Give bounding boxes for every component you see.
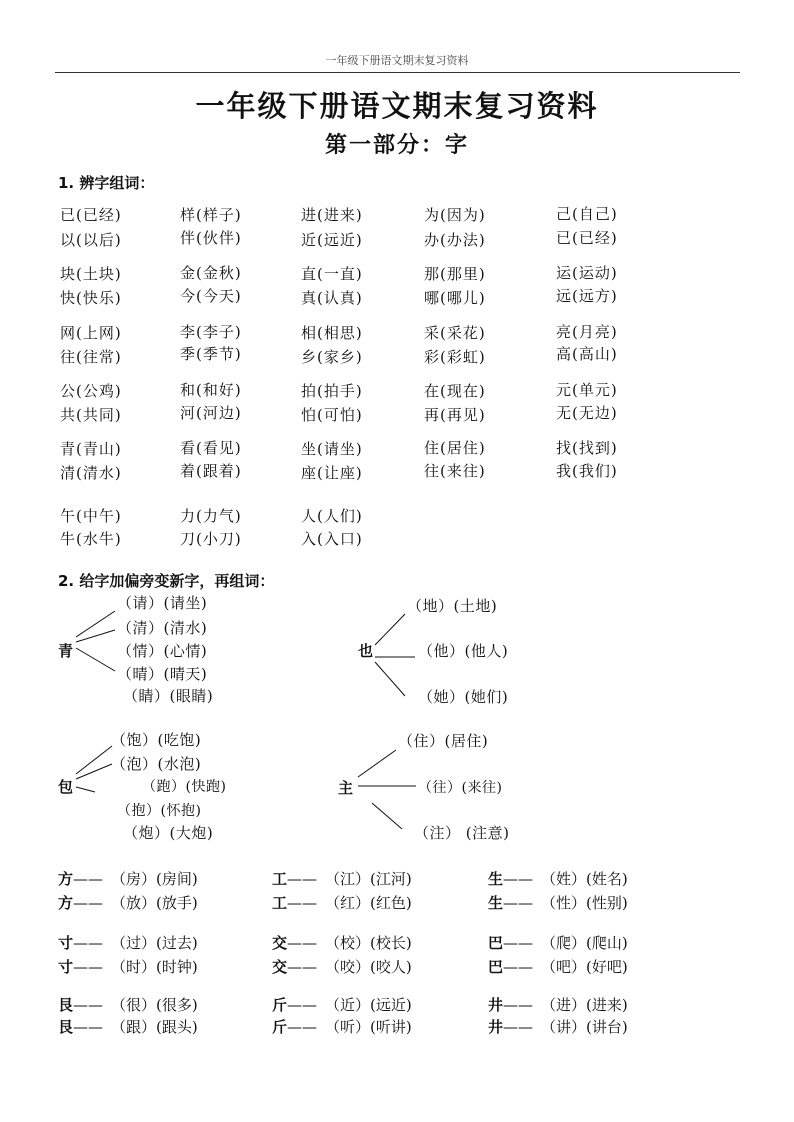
word-pair-item: 采(采花): [424, 324, 486, 342]
tree-branch-item: （住）(居住): [398, 732, 489, 750]
tree-branch-item: （他）(他人): [418, 642, 509, 660]
word-pair-item: 季(季节): [180, 345, 242, 363]
word-pair-item: 看(看见): [180, 439, 242, 457]
word-pair-item: 今(今天): [180, 287, 242, 305]
pair-root: 井: [488, 1018, 504, 1036]
word-pair-item: 为(因为): [424, 206, 486, 224]
word-pair-item: 运(运动): [556, 264, 618, 282]
radical-pair: 艮—— （跟）(跟头): [58, 1018, 198, 1036]
section2-heading: 2. 给字加偏旁变新字，再组词：: [58, 572, 275, 590]
radical-pair: 巴—— （爬）(爬山): [488, 934, 628, 952]
tree-root-char: 主: [338, 779, 354, 797]
pair-root: 艮: [58, 996, 74, 1014]
word-pair-item: 拍(拍手): [301, 382, 363, 400]
pair-root: 生: [488, 870, 504, 888]
word-pair-item: 已(已经): [556, 229, 618, 247]
pair-root: 工: [272, 894, 288, 912]
word-pair-item: 力(力气): [180, 507, 242, 525]
word-pair-item: 青(青山): [60, 440, 122, 458]
word-pair-item: 座(让座): [301, 464, 363, 482]
word-pair-item: 住(居住): [424, 439, 486, 457]
radical-pair: 巴—— （吧）(好吧): [488, 958, 628, 976]
word-pair-item: 样(样子): [180, 206, 242, 224]
word-pair-item: 相(相思): [301, 324, 363, 342]
word-pair-item: 近(远近): [301, 231, 363, 249]
word-pair-item: 无(无边): [556, 404, 618, 422]
tree-root-char: 也: [358, 642, 374, 660]
pair-root: 斤: [272, 1018, 288, 1036]
word-pair-item: 网(上网): [60, 324, 122, 342]
pair-root: 方: [58, 894, 74, 912]
word-pair-item: 块(土块): [60, 265, 122, 283]
word-pair-item: 和(和好): [180, 381, 242, 399]
pair-root: 方: [58, 870, 74, 888]
word-pair-item: 已(已经): [60, 206, 122, 224]
pair-root: 艮: [58, 1018, 74, 1036]
pair-root: 交: [272, 934, 288, 952]
pair-root: 巴: [488, 934, 504, 952]
word-pair-item: 哪(哪儿): [424, 289, 486, 307]
word-pair-item: 着(跟着): [180, 462, 242, 480]
tree-branch-item: （睛）(眼睛): [123, 687, 214, 705]
radical-pair: 井—— （进）(进来): [488, 996, 628, 1014]
word-pair-item: 刀(小刀): [180, 530, 242, 548]
tree-branch-item: （炮）(大炮): [123, 824, 214, 842]
tree-branch-item: （跑）(快跑): [142, 779, 227, 795]
radical-pair: 生—— （姓）(姓名): [488, 870, 628, 888]
tree-branch-item: （她）(她们): [418, 688, 509, 706]
word-pair-item: 坐(请坐): [301, 440, 363, 458]
word-pair-item: 高(高山): [556, 345, 618, 363]
word-pair-item: 那(那里): [424, 265, 486, 283]
word-pair-item: 往(来往): [424, 462, 486, 480]
radical-pair: 工—— （红）(红色): [272, 894, 412, 912]
tree-branch-item: （晴）(晴天): [117, 665, 208, 683]
tree-branch-item: （清）(清水): [117, 619, 208, 637]
radical-pair: 工—— （江）(江河): [272, 870, 412, 888]
radical-pair: 交—— （校）(校长): [272, 934, 412, 952]
radical-pair: 艮—— （很）(很多): [58, 996, 198, 1014]
tree-branch-item: （注） (注意): [414, 824, 510, 842]
radical-pair: 方—— （放）(放手): [58, 894, 198, 912]
word-pair-item: 入(入口): [301, 530, 363, 548]
word-pair-item: 我(我们): [556, 462, 618, 480]
tree-branch-item: （饱）(吃饱): [111, 731, 202, 749]
word-pair-item: 清(清水): [60, 464, 122, 482]
pair-root: 寸: [58, 934, 74, 952]
word-pair-item: 李(李子): [180, 323, 242, 341]
page-title: 一年级下册语文期末复习资料: [195, 89, 599, 123]
word-pair-item: 午(中午): [60, 507, 122, 525]
pair-root: 工: [272, 870, 288, 888]
pair-root: 斤: [272, 996, 288, 1014]
word-pair-item: 牛(水牛): [60, 530, 122, 548]
word-pair-item: 真(认真): [301, 289, 363, 307]
word-pair-item: 以(以后): [60, 231, 122, 249]
radical-pair: 斤—— （近）(远近): [272, 996, 412, 1014]
word-pair-item: 伴(伙伴): [180, 229, 242, 247]
word-pair-item: 乡(家乡): [301, 348, 363, 366]
running-header: 一年级下册语文期末复习资料: [325, 54, 469, 67]
radical-pair: 井—— （讲）(讲台): [488, 1018, 628, 1036]
word-pair-item: 找(找到): [556, 439, 618, 457]
word-pair-item: 办(办法): [424, 231, 486, 249]
word-pair-item: 己(自己): [556, 205, 618, 223]
tree-branch-item: （地）(土地): [407, 597, 498, 615]
pair-root: 巴: [488, 958, 504, 976]
radical-pair: 方—— （房）(房间): [58, 870, 198, 888]
pair-root: 寸: [58, 958, 74, 976]
radical-pair: 寸—— （时）(时钟): [58, 958, 198, 976]
word-pair-item: 远(远方): [556, 287, 618, 305]
word-pair-item: 金(金秋): [180, 264, 242, 282]
radical-pair: 交—— （咬）(咬人): [272, 958, 412, 976]
section1-heading: 1. 辨字组词：: [58, 174, 155, 192]
word-pair-item: 怕(可怕): [301, 406, 363, 424]
word-pair-item: 在(现在): [424, 382, 486, 400]
word-pair-item: 公(公鸡): [60, 382, 122, 400]
tree-root-char: 包: [58, 778, 74, 796]
radical-pair: 寸—— （过）(过去): [58, 934, 198, 952]
word-pair-item: 亮(月亮): [556, 323, 618, 341]
tree-root-char: 青: [58, 642, 74, 660]
tree-branch-item: （请）(请坐): [117, 594, 208, 612]
tree-branch-item: （抱）(怀抱): [117, 803, 202, 819]
word-pair-item: 往(往常): [60, 348, 122, 366]
word-pair-item: 彩(彩虹): [424, 348, 486, 366]
word-pair-item: 快(快乐): [60, 289, 122, 307]
page-subtitle: 第一部分：字: [324, 132, 469, 158]
word-pair-item: 河(河边): [180, 404, 242, 422]
word-pair-item: 再(再见): [424, 406, 486, 424]
word-pair-item: 进(进来): [301, 206, 363, 224]
pair-root: 井: [488, 996, 504, 1014]
radical-pair: 生—— （性）(性别): [488, 894, 628, 912]
word-pair-item: 直(一直): [301, 265, 363, 283]
word-pair-item: 人(人们): [301, 507, 363, 525]
tree-branch-item: （泡）(水泡): [111, 755, 202, 773]
pair-root: 交: [272, 958, 288, 976]
word-pair-item: 元(单元): [556, 381, 618, 399]
radical-pair: 斤—— （听）(听讲): [272, 1018, 412, 1036]
tree-branch-item: （情）(心情): [117, 642, 208, 660]
tree-branch-item: （往）(来往): [418, 780, 503, 796]
pair-root: 生: [488, 894, 504, 912]
word-pair-item: 共(共同): [60, 406, 122, 424]
